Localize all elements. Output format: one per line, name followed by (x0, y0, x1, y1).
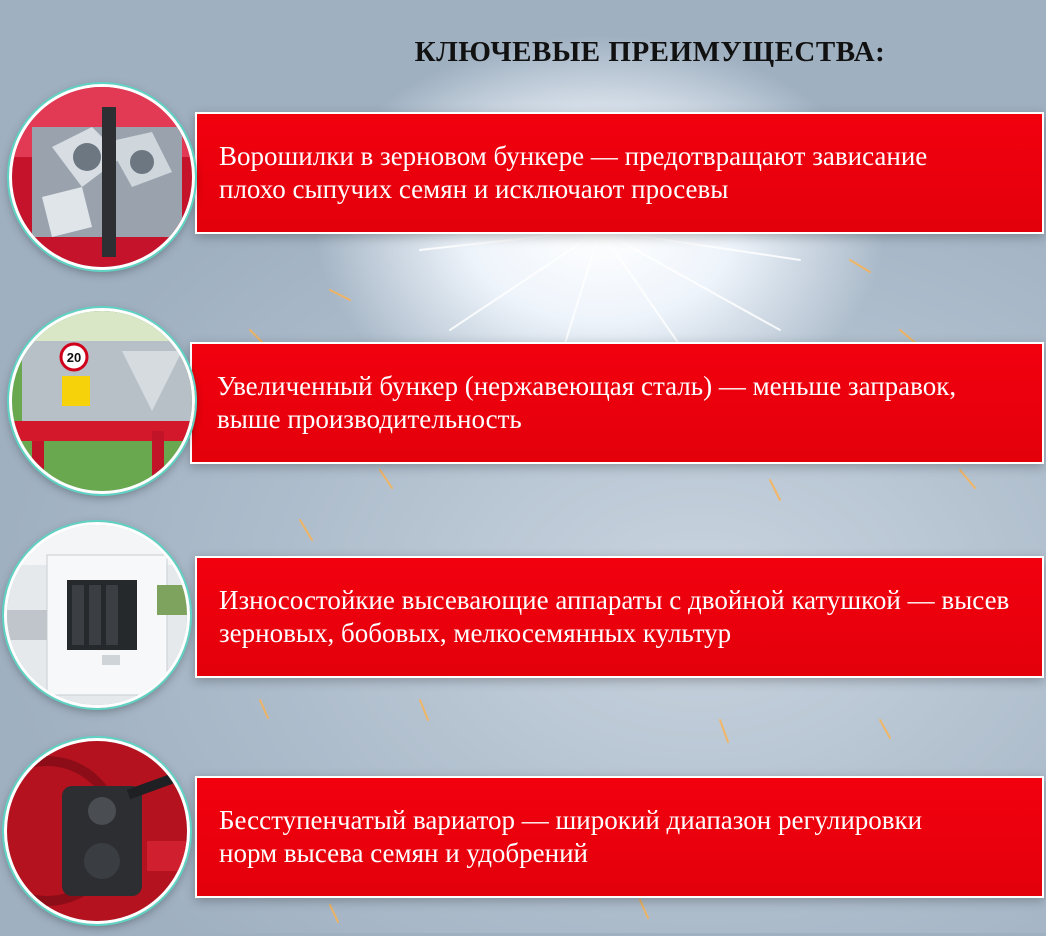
variator-photo (4, 738, 190, 924)
advantage-text: Бесступенчатый вариатор — широкий диапазон регулировки норм высева семян и удобрений (219, 805, 923, 868)
advantage-text: Ворошилки в зерновом бункере — предотвращают зависание плохо сыпучих семян и исключают просевы (219, 141, 928, 204)
advantage-card (195, 556, 1044, 678)
seed-meter-photo (4, 522, 190, 708)
hopper-photo (9, 308, 195, 494)
page-title: КЛЮЧЕВЫЕ ПРЕИМУЩЕСТВА: (414, 36, 886, 68)
advantage-card (195, 112, 1044, 234)
speed-sign-text: 20 (66, 350, 82, 365)
advantage-text: Износостойкие высевающие аппараты с двойной катушкой — высев зерновых, бобовых, мелкосемянных культур (219, 585, 1010, 648)
advantage-item-hopper (0, 304, 1046, 504)
advantage-item-variator (0, 736, 1046, 936)
advantage-item-seed-meters (0, 520, 1046, 720)
advantage-text: Увеличенный бункер (нержавеющая сталь) — меньше заправок, выше производительность (217, 371, 957, 434)
advantage-item-agitators (0, 80, 1046, 280)
advantage-card (195, 776, 1044, 898)
advantage-card (190, 342, 1044, 464)
agitator-photo (9, 84, 195, 270)
